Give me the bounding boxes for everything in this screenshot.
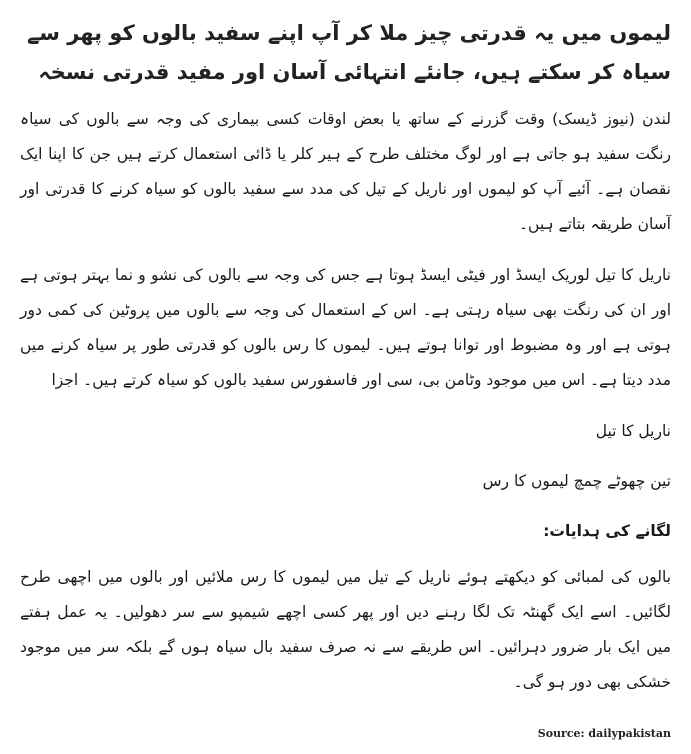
- source-credit: Source: dailypakistan: [537, 727, 671, 740]
- article-title: لیموں میں یہ قدرتی چیز ملا کر آپ اپنے سفید بالوں کو پھر سے سیاہ کر سکتے ہیں، جانئے انتہائی آسان اور مفید قدرتی نسخہ: [26, 21, 671, 84]
- article-paragraph-intro: لندن (نیوز ڈیسک) وقت گزرنے کے ساتھ یا بعض اوقات کسی بیماری کی وجہ سے بالوں کی سیاہ رنگت سفید ہو جاتی ہے اور لوگ مختلف طرح کے ہیر کلر یا ڈائی استعمال کرتے ہیں جن کا اپنا ایک نقصان ہے۔ آئیے آپ کو لیموں اور ناریل کے تیل کی مدد سے سفید بالوں کو سیاہ کرنے کا قدرتی اور آسان طریقہ بتاتے ہیں۔: [20, 110, 671, 233]
- article-paragraph-benefits: ناریل کا تیل لوریک ایسڈ اور فیٹی ایسڈ ہوتا ہے جس کی وجہ سے بالوں کی نشو و نما بہتر ہوتی ہے اور ان کی رنگت بھی سیاہ رہتی ہے۔ اس کے استعمال کی وجہ سے بالوں میں پروٹین کی کمی دور ہوتی ہے اور وہ مضبوط اور توانا ہوتے ہیں۔ لیموں کا رس بالوں کو قدرتی طور پر سیاہ کرنے میں مدد دیتا ہے۔ اس میں موجود وٹامن بی، سی اور فاسفورس سفید بالوں کو سیاہ کرتے ہیں۔ اجزا: [20, 266, 671, 389]
- instructions-heading: لگانے کی ہدایات:: [543, 522, 671, 540]
- ingredient-item: ناریل کا تیل: [595, 422, 671, 440]
- ingredient-item: تین چھوٹے چمچ لیموں کا رس: [482, 472, 671, 490]
- instructions-paragraph: بالوں کی لمبائی کو دیکھتے ہوئے ناریل کے تیل میں لیموں کا رس ملائیں اور بالوں میں اچھی طرح لگائیں۔ اسے ایک گھنٹہ تک لگا رہنے دیں اور پھر کسی اچھے شیمپو سے سر دھولیں۔ یہ عمل ہفتے میں ایک بار ضرور دہرائیں۔ اس طریقے سے نہ صرف سفید بال سیاہ ہوں گے بلکہ سر میں موجود خشکی بھی دور ہو گی۔: [20, 568, 671, 691]
